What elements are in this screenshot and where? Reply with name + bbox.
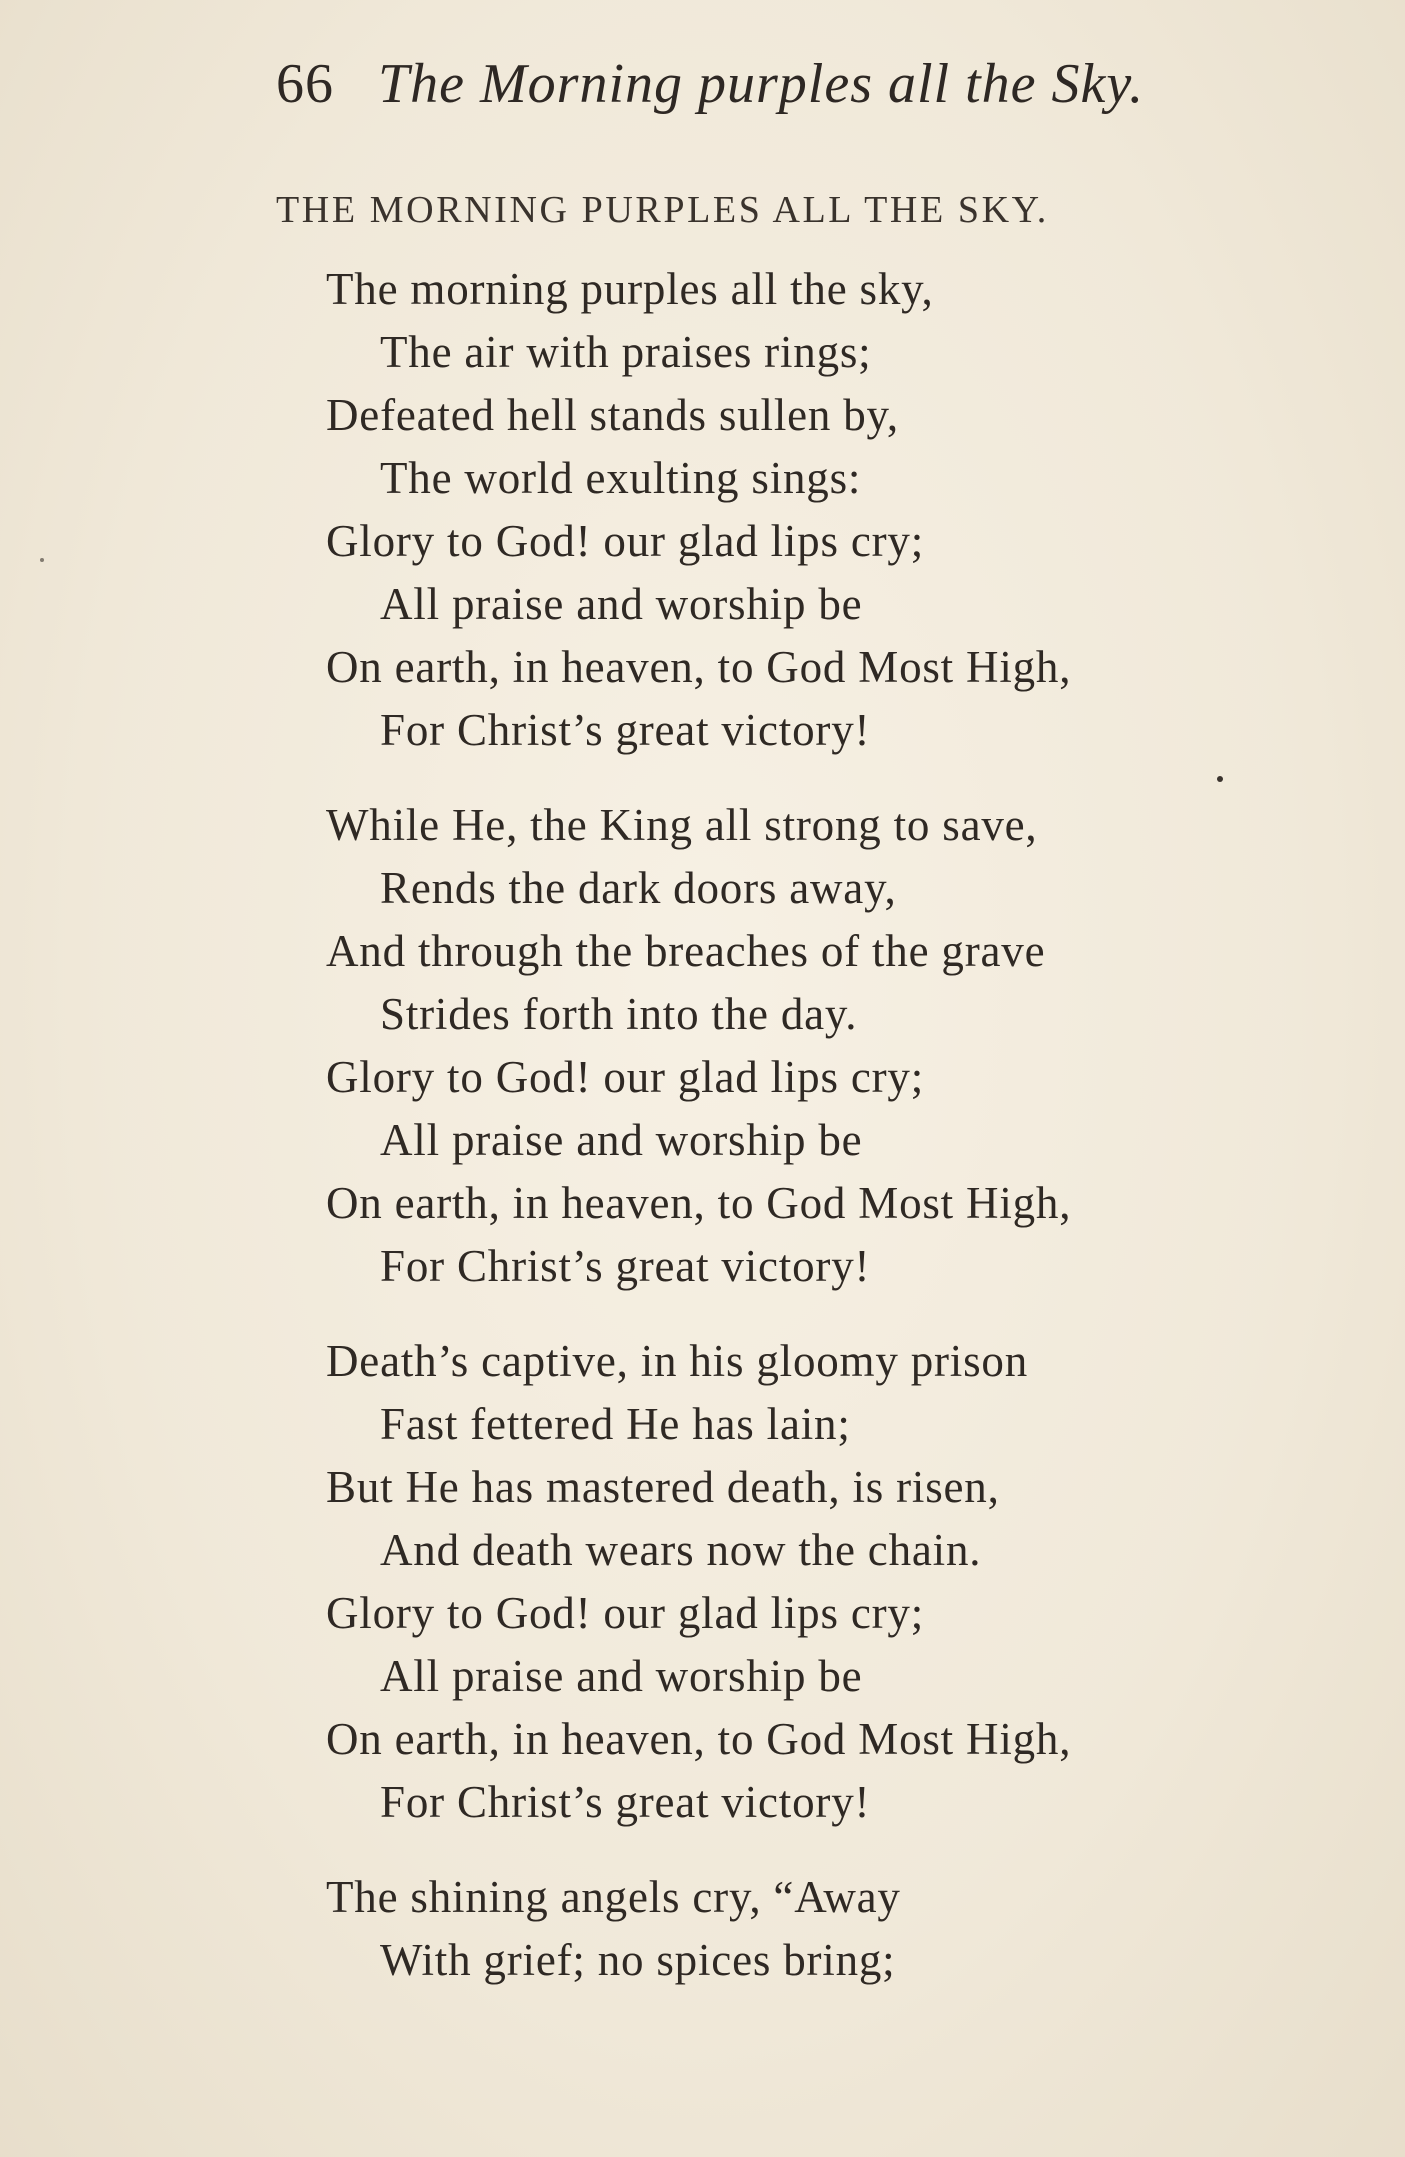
running-title: The Morning purples all the Sky. <box>378 53 1145 115</box>
verse-line: All praise and worship be <box>380 1651 863 1701</box>
verse-line: But He has mastered death, is risen, <box>326 1462 1000 1512</box>
stanza-2 <box>326 794 1346 1298</box>
verse-line: Defeated hell stands sullen by, <box>326 390 899 440</box>
verse-line: On earth, in heaven, to God Most High, <box>326 1714 1072 1764</box>
verse-line: The world exulting sings: <box>380 453 862 503</box>
verse-line: All praise and worship be <box>380 579 863 629</box>
poem-body <box>326 258 1346 2024</box>
verse-line: For Christ’s great victory! <box>380 1777 871 1827</box>
verse-line: On earth, in heaven, to God Most High, <box>326 1178 1072 1228</box>
verse-line: All praise and worship be <box>380 1115 863 1165</box>
page-number: 66 <box>276 53 334 115</box>
stanza-4 <box>326 1866 1346 1992</box>
running-header <box>276 52 1144 116</box>
verse-line: For Christ’s great victory! <box>380 1241 871 1291</box>
verse-line: Death’s captive, in his gloomy prison <box>326 1336 1029 1386</box>
verse-line: Glory to God! our glad lips cry; <box>326 1052 925 1102</box>
verse-line: And death wears now the chain. <box>380 1525 982 1575</box>
verse-line: For Christ’s great victory! <box>380 705 871 755</box>
verse-line: Glory to God! our glad lips cry; <box>326 516 925 566</box>
verse-line: And through the breaches of the grave <box>326 926 1046 976</box>
ink-speck <box>1217 776 1223 782</box>
verse-line: The air with praises rings; <box>380 327 872 377</box>
stanza-3 <box>326 1330 1346 1834</box>
verse-line: Glory to God! our glad lips cry; <box>326 1588 925 1638</box>
verse-line: Fast fettered He has lain; <box>380 1399 851 1449</box>
ink-speck <box>40 558 44 562</box>
verse-line: The shining angels cry, “Away <box>326 1872 901 1922</box>
verse-line: With grief; no spices bring; <box>380 1935 896 1985</box>
verse-line: While He, the King all strong to save, <box>326 800 1038 850</box>
verse-line: Strides forth into the day. <box>380 989 858 1039</box>
verse-line: On earth, in heaven, to God Most High, <box>326 642 1072 692</box>
verse-line: The morning purples all the sky, <box>326 264 934 314</box>
verse-line: Rends the dark doors away, <box>380 863 897 913</box>
poem-title: THE MORNING PURPLES ALL THE SKY. <box>276 189 1049 231</box>
stanza-1 <box>326 258 1346 762</box>
